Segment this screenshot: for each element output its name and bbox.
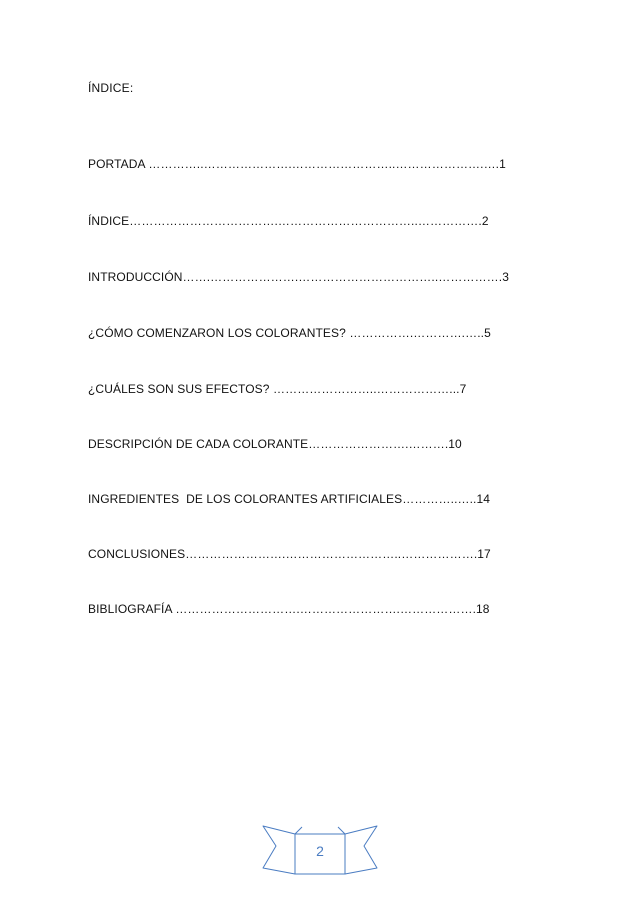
page-number: 2	[316, 843, 324, 859]
toc-entry-descripcion	[88, 437, 462, 451]
toc-entry-page: 14	[476, 492, 491, 506]
toc-entry-title: ÍNDICE	[88, 214, 130, 228]
toc-entry-title: DESCRIPCIÓN DE CADA COLORANTE	[88, 437, 309, 451]
toc-entry-bibliografia	[88, 602, 490, 616]
ribbon-left-tail	[263, 826, 295, 874]
toc-entry-title: ¿CUÁLES SON SUS EFECTOS?	[88, 382, 273, 396]
toc-entry-leader: …………..………………….……………………..………………….….	[148, 157, 500, 171]
toc-entry-page: 1	[499, 157, 506, 171]
toc-entry-page: 3	[502, 270, 509, 284]
toc-entry-title: PORTADA	[88, 157, 149, 171]
ribbon-right-tail	[345, 826, 377, 874]
toc-entry-efectos	[88, 382, 466, 396]
toc-entry-portada	[88, 157, 506, 171]
toc-entry-leader: ………………………….…………………….……………….	[175, 602, 477, 616]
toc-entry-page: 18	[476, 602, 490, 616]
toc-entry-leader: …………..…..	[402, 492, 477, 506]
toc-entry-indice	[88, 214, 489, 228]
toc-entry-como-comenzaron	[88, 326, 491, 340]
toc-entry-page: 7	[459, 382, 467, 396]
toc-entry-title: INGREDIENTES DE LOS COLORANTES ARTIFICIALES	[88, 492, 403, 506]
toc-entry-leader: …………………….……….	[308, 437, 449, 451]
toc-entry-introduccion	[88, 270, 509, 284]
toc-entry-title: CONCLUSIONES	[88, 547, 186, 561]
toc-entry-page: 5	[484, 326, 491, 340]
toc-entry-title: BIBLIOGRAFÍA	[88, 602, 176, 616]
toc-entry-conclusiones	[88, 547, 491, 561]
ribbon-fold-right	[338, 827, 345, 834]
toc-entry-title: INTRODUCCIÓN	[88, 270, 183, 284]
toc-entry-leader: …….………………….……………………………..…………….	[182, 270, 503, 284]
toc-entry-leader: ……………………………….……………………………..…………….	[129, 214, 482, 228]
ribbon-fold-left	[295, 827, 302, 834]
toc-entry-page: 2	[481, 214, 489, 228]
toc-entry-leader: ……………………..………………...	[273, 382, 460, 396]
index-heading: ÍNDICE:	[88, 81, 134, 95]
toc-entry-title: ¿CÓMO COMENZARON LOS COLORANTES?	[88, 326, 350, 340]
toc-entry-page: 17	[477, 547, 491, 561]
toc-entry-ingredientes	[88, 492, 490, 506]
toc-entry-leader: …………………….………………………..……………….	[185, 547, 478, 561]
toc-entry-page: 10	[448, 437, 462, 451]
toc-entry-leader: …………….………….…..	[349, 326, 485, 340]
